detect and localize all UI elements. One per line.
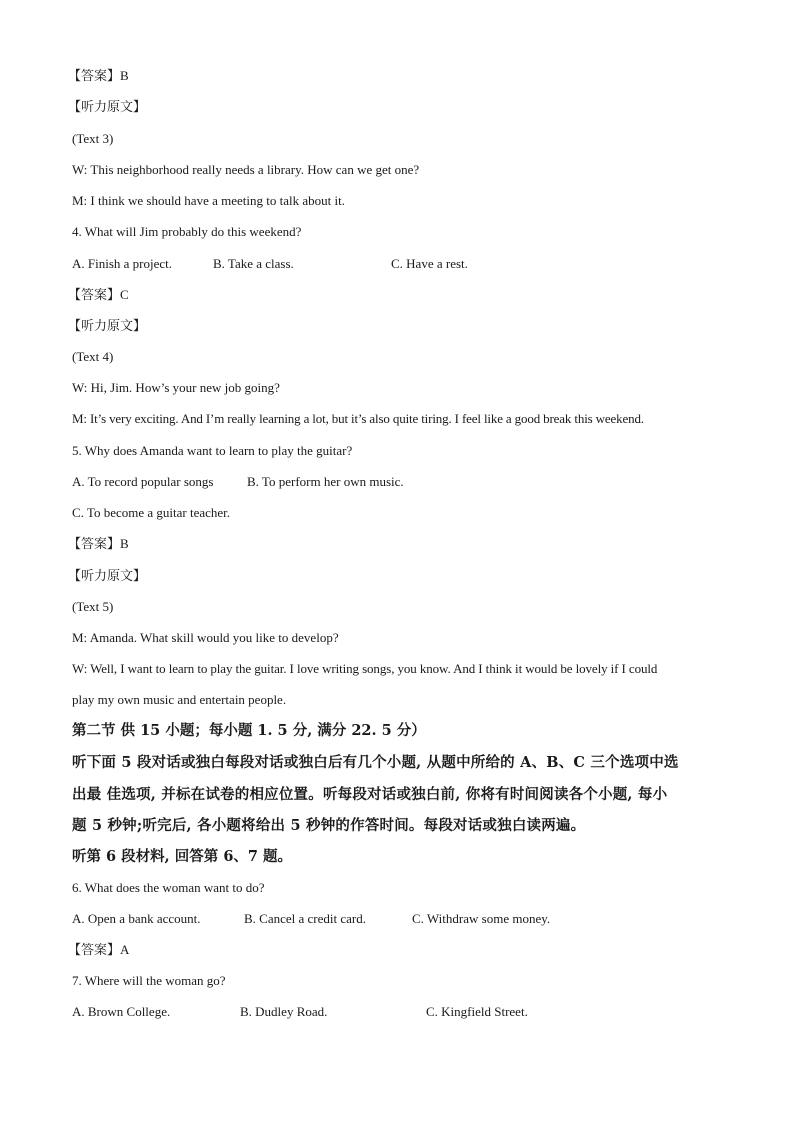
option-a: A. Finish a project.	[72, 256, 173, 271]
option-c: C. To become a guitar teacher.	[72, 505, 231, 520]
transcript-line: W: This neighborhood really needs a library. How can we get one?	[72, 162, 420, 177]
answer-label: 【答案】C	[68, 287, 129, 302]
transcript-line: play my own music and entertain people.	[72, 692, 287, 707]
option-c: C. Withdraw some money.	[412, 911, 551, 926]
instruction-line: 听下面 5 段对话或独白每段对话或独白后有几个小题, 从题中所给的 A、B、C 三个选项中选	[72, 754, 679, 771]
transcript-line: W: Well, I want to learn to play the guitar. I love writing songs, you know. And I think it would be lovely if I could	[72, 661, 658, 676]
transcript-line: M: It’s very exciting. And I’m really learning a lot, but it’s also quite tiring. I feel like a good break this weekend.	[72, 411, 644, 426]
transcript-label: 【听力原文】	[68, 318, 147, 333]
instruction-line: 出最 佳选项, 并标在试卷的相应位置。听每段对话或独白前, 你将有时间阅读各个小题, 每小	[72, 786, 668, 803]
option-b: B. Dudley Road.	[240, 1004, 328, 1019]
option-c: C. Have a rest.	[391, 256, 468, 271]
option-a: A. Brown College.	[72, 1004, 171, 1019]
option-c: C. Kingfield Street.	[426, 1004, 528, 1019]
transcript-line: M: I think we should have a meeting to talk about it.	[72, 193, 345, 208]
text-label: (Text 3)	[72, 131, 114, 146]
option-a: A. To record popular songs	[72, 474, 214, 489]
option-a: A. Open a bank account.	[72, 911, 201, 926]
text-label: (Text 5)	[72, 599, 114, 614]
answer-label: 【答案】B	[68, 536, 129, 551]
answer-label: 【答案】B	[68, 68, 129, 83]
transcript-label: 【听力原文】	[68, 99, 147, 114]
option-b: B. To perform her own music.	[247, 474, 404, 489]
option-b: B. Take a class.	[213, 256, 294, 271]
transcript-label: 【听力原文】	[68, 568, 147, 583]
answer-label: 【答案】A	[68, 942, 130, 957]
question-text: 4. What will Jim probably do this weekend?	[72, 224, 302, 239]
section-heading: 第二节 供 15 小题；每小题 1. 5 分, 满分 22. 5 分）	[72, 722, 426, 739]
question-text: 5. Why does Amanda want to learn to play the guitar?	[72, 443, 353, 458]
material-heading: 听第 6 段材料, 回答第 6、7 题。	[72, 848, 293, 865]
question-text: 7. Where will the woman go?	[72, 973, 226, 988]
text-label: (Text 4)	[72, 349, 114, 364]
option-b: B. Cancel a credit card.	[244, 911, 366, 926]
transcript-line: M: Amanda. What skill would you like to develop?	[72, 630, 339, 645]
instruction-line: 题 5 秒钟;听完后, 各小题将给出 5 秒钟的作答时间。每段对话或独白读两遍。	[72, 817, 586, 834]
question-text: 6. What does the woman want to do?	[72, 880, 265, 895]
transcript-line: W: Hi, Jim. How’s your new job going?	[72, 380, 280, 395]
